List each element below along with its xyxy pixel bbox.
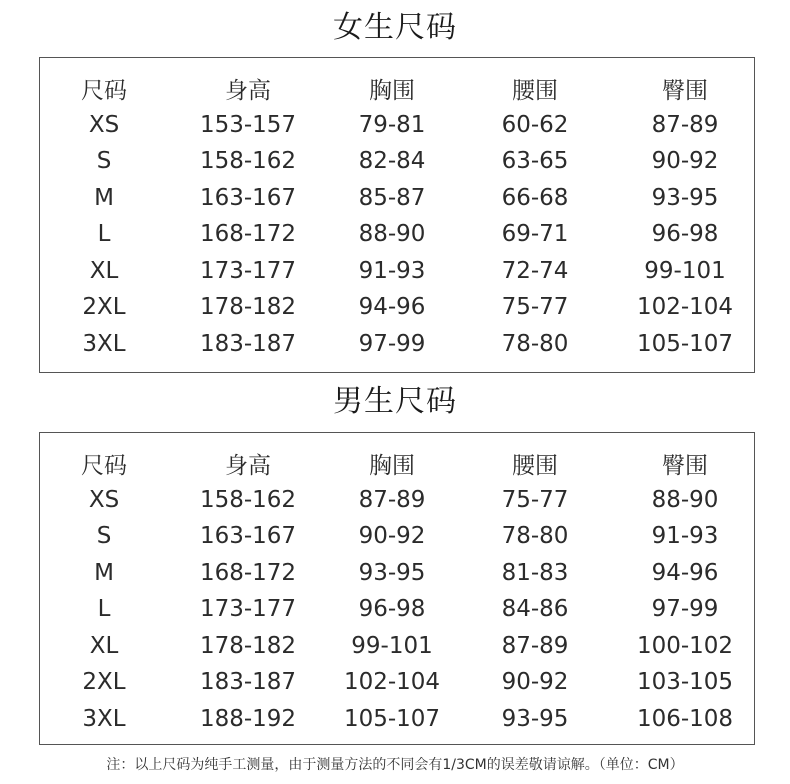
cell-height: 158-162 — [199, 148, 297, 175]
cell-size: 2XL — [82, 669, 126, 696]
cell-size: XS — [88, 111, 120, 138]
header-hip: 臀围 — [662, 77, 708, 104]
cell-chest: 97-99 — [358, 330, 426, 357]
cell-waist: 84-86 — [501, 596, 569, 623]
cell-height: 178-182 — [199, 294, 297, 321]
men-size-table-frame — [39, 432, 755, 745]
cell-height: 168-172 — [199, 559, 297, 586]
header-chest: 胸围 — [369, 452, 415, 479]
cell-hip: 99-101 — [644, 257, 726, 284]
cell-hip: 87-89 — [651, 111, 719, 138]
cell-size: L — [97, 221, 111, 248]
cell-waist: 60-62 — [501, 111, 569, 138]
table-row — [40, 289, 756, 326]
cell-size: 2XL — [82, 294, 126, 321]
cell-hip: 96-98 — [651, 221, 719, 248]
cell-chest: 96-98 — [358, 596, 426, 623]
cell-chest: 87-89 — [358, 486, 426, 513]
cell-waist: 66-68 — [501, 184, 569, 211]
men-size-table — [40, 445, 756, 737]
table-row — [40, 216, 756, 253]
header-chest: 胸围 — [369, 77, 415, 104]
men-size-title: 男生尺码 — [333, 384, 457, 419]
cell-hip: 97-99 — [651, 596, 719, 623]
men-table-header-row — [40, 445, 756, 482]
cell-hip: 93-95 — [651, 184, 719, 211]
cell-hip: 100-102 — [636, 632, 734, 659]
cell-height: 188-192 — [199, 705, 297, 732]
cell-height: 163-167 — [199, 523, 297, 550]
table-row — [40, 143, 756, 180]
cell-size: XL — [89, 257, 119, 284]
cell-chest: 91-93 — [358, 257, 426, 284]
cell-hip: 103-105 — [636, 669, 734, 696]
cell-chest: 94-96 — [358, 294, 426, 321]
cell-hip: 105-107 — [636, 330, 734, 357]
women-table-header-row — [40, 70, 756, 107]
header-hip: 臀围 — [662, 452, 708, 479]
cell-waist: 78-80 — [501, 523, 569, 550]
cell-height: 153-157 — [199, 111, 297, 138]
cell-waist: 81-83 — [501, 559, 569, 586]
cell-size: S — [96, 523, 112, 550]
cell-chest: 99-101 — [351, 632, 433, 659]
header-waist: 腰围 — [512, 77, 558, 104]
table-row — [40, 482, 756, 519]
header-waist: 腰围 — [512, 452, 558, 479]
table-row — [40, 253, 756, 290]
cell-size: M — [94, 184, 114, 211]
cell-waist: 87-89 — [501, 632, 569, 659]
cell-chest: 105-107 — [343, 705, 441, 732]
cell-height: 183-187 — [199, 669, 297, 696]
cell-hip: 102-104 — [636, 294, 734, 321]
cell-size: XS — [88, 486, 120, 513]
cell-hip: 91-93 — [651, 523, 719, 550]
cell-hip: 88-90 — [651, 486, 719, 513]
cell-height: 183-187 — [199, 330, 297, 357]
women-size-title: 女生尺码 — [333, 10, 457, 45]
table-row — [40, 591, 756, 628]
cell-hip: 106-108 — [636, 705, 734, 732]
cell-height: 173-177 — [199, 257, 297, 284]
table-row — [40, 180, 756, 217]
cell-height: 173-177 — [199, 596, 297, 623]
table-row — [40, 664, 756, 701]
table-row — [40, 326, 756, 363]
measurement-footnote: 注：以上尺码为纯手工测量，由于测量方法的不同会有1/3CM的误差敬请谅解。（单位：CM） — [106, 757, 684, 773]
cell-hip: 90-92 — [651, 148, 719, 175]
cell-waist: 63-65 — [501, 148, 569, 175]
cell-height: 163-167 — [199, 184, 297, 211]
cell-size: S — [96, 148, 112, 175]
cell-waist: 93-95 — [501, 705, 569, 732]
table-row — [40, 555, 756, 592]
cell-chest: 79-81 — [358, 111, 426, 138]
cell-height: 178-182 — [199, 632, 297, 659]
cell-waist: 75-77 — [501, 486, 569, 513]
cell-size: XL — [89, 632, 119, 659]
cell-size: 3XL — [82, 705, 126, 732]
cell-size: L — [97, 596, 111, 623]
cell-chest: 82-84 — [358, 148, 426, 175]
cell-chest: 85-87 — [358, 184, 426, 211]
header-size: 尺码 — [81, 452, 127, 479]
cell-chest: 93-95 — [358, 559, 426, 586]
header-size: 尺码 — [81, 77, 127, 104]
cell-chest: 102-104 — [343, 669, 441, 696]
header-height: 身高 — [225, 77, 271, 104]
cell-waist: 69-71 — [501, 221, 569, 248]
cell-size: 3XL — [82, 330, 126, 357]
table-row — [40, 518, 756, 555]
table-row — [40, 628, 756, 665]
header-height: 身高 — [225, 452, 271, 479]
cell-size: M — [94, 559, 114, 586]
cell-chest: 88-90 — [358, 221, 426, 248]
cell-hip: 94-96 — [651, 559, 719, 586]
women-size-table — [40, 70, 756, 362]
cell-waist: 75-77 — [501, 294, 569, 321]
cell-waist: 78-80 — [501, 330, 569, 357]
cell-height: 168-172 — [199, 221, 297, 248]
cell-chest: 90-92 — [358, 523, 426, 550]
cell-height: 158-162 — [199, 486, 297, 513]
cell-waist: 90-92 — [501, 669, 569, 696]
table-row — [40, 701, 756, 738]
cell-waist: 72-74 — [501, 257, 569, 284]
women-size-table-frame — [39, 57, 755, 373]
table-row — [40, 107, 756, 144]
